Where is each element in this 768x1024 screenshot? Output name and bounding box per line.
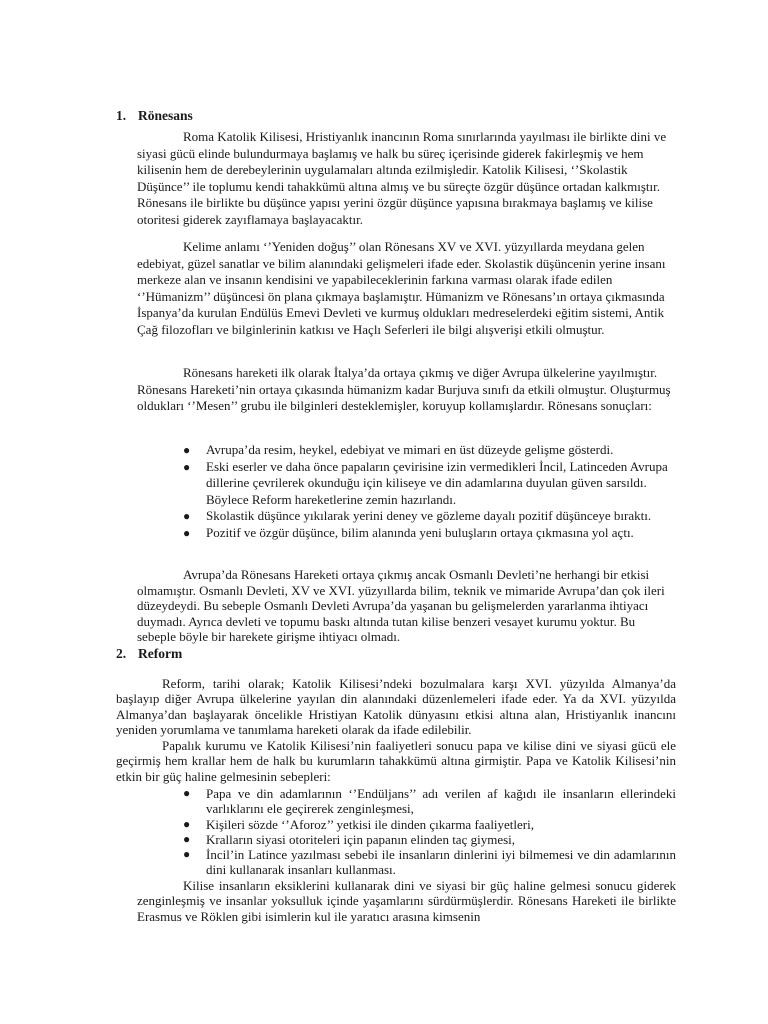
list-item-text: İncil’in Latince yazılması sebebi ile insanların dinlerini iyi bilmemesi ve din adamlarının dini kullanarak insanları kullanması. xyxy=(206,847,676,878)
list-item-text: Skolastik düşünce yıkılarak yerini deney ve gözleme dayalı pozitif düşünceye bıraktı. xyxy=(206,508,652,524)
paragraph: Kelime anlamı ‘’Yeniden doğuş’’ olan Rönesans XV ve XVI. yüzyıllarda meydana gelen edebiyat, güzel sanatlar ve bilim alanındaki gelişmeleri ifade eder. Skolastik düşüncenin yerine insanı merkeze alan ve insanın kendisini ve yapabileceklerinin farkına varması olarak ifade edilen ‘’Hümanizm’’ düşüncesi ön plana çıkmaya başlamıştır. Hümanizm ve Rönesans’ın ortaya çıkmasında İspanya’da kurulan Endülüs Emevi Devleti ve kurmuş oldukları medreselerdeki eğitim sistemi, Antik Çağ filozofları ve bilginlerinin katkısı ve Haçlı Seferleri ile bilgi alışverişi etkili olmuştur. xyxy=(137,239,666,337)
bullet-icon: ● xyxy=(183,786,191,800)
bullet-list xyxy=(183,786,676,878)
bullet-list xyxy=(183,442,677,542)
section-number: 2. xyxy=(116,646,127,661)
bullet-icon: ● xyxy=(183,459,191,474)
bullet-icon: ● xyxy=(183,443,191,457)
list-item xyxy=(183,442,677,459)
paragraph: Roma Katolik Kilisesi, Hristiyanlık inancının Roma sınırlarında yayılması ile birlikte dini ve siyasi gücü elinde bulundurmaya başlamış ve halk bu süreç içerisinde giderek fakirleşmiş ve hem kilisenin hem de derebeylerinin uygulamaları altında ezilmişledir. Katolik Kilisesi, ‘’Skolastik Düşünce’’ ile toplumu kendi tahakkümü altına almış ve bu süreçte özgür düşünce ortadan kalkmıştır. Rönesans ile birlikte bu düşünce yapısı yerini özgür düşünce yapısına bırakmaya başlamış ve kilise otoritesi giderek zayıflamaya başlayacaktır. xyxy=(137,129,667,227)
section-number: 1. xyxy=(116,108,127,123)
list-item-text: Eski eserler ve daha önce papaların çevirisine izin vermedikleri İncil, Latinceden Avrupa dillerine çevrilerek okunduğu için kiliseye ve din adamlarına duyulan güven sarsıldı. Böylece Reform hareketlerine zemin hazırlandı. xyxy=(206,458,668,507)
section-heading-renaissance xyxy=(116,108,193,124)
list-item xyxy=(183,847,676,878)
list-item-text: Avrupa’da resim, heykel, edebiyat ve mimari en üst düzeyde gelişme gösterdi. xyxy=(206,442,614,457)
list-item-text: Kralların siyasi otoriteleri için papanın elinden taç giymesi, xyxy=(206,831,516,847)
paragraph: Papalık kurumu ve Katolik Kilisesi’nin faaliyetleri sonucu papa ve kilise dini ve siyasi gücü ele geçirmiş hem krallar hem de halk bu kurumların tahakkümü altına girmiştir. Papa ve Katolik Kilisesi’nin etkin bir güç haline gelmesinin sebepleri: xyxy=(116,738,676,784)
bullet-icon: ● xyxy=(183,847,191,862)
bullet-icon: ● xyxy=(183,816,191,831)
list-item xyxy=(183,508,677,525)
paragraph: Avrupa’da Rönesans Hareketi ortaya çıkmış ancak Osmanlı Devleti’ne herhangi bir etkisi olmamıştır. Osmanlı Devleti, XV ve XVI. yüzyıllarda bilim, teknik ve mimaride Avrupa’dan çok ileri düzeydeydi. Bu sebeple Osmanlı Devleti Avrupa’da yaşanan bu gelişmelerden yararlanma ihtiyacı duymadı. Ayrıca devleti ve topumu baskı altında tutan kilise benzeri vesayet kurumu yoktur. Bu sebeple böyle bir harekete girişme ihtiyacı olmadı. xyxy=(137,567,665,645)
list-item xyxy=(183,786,676,817)
list-item-text: Kişileri sözde ‘’Aforoz’’ yetkisi ile dinden çıkarma faaliyetleri, xyxy=(206,816,534,832)
bullet-icon: ● xyxy=(183,509,191,524)
paragraph: Kilise insanların eksiklerini kullanarak dini ve siyasi bir güç haline gelmesi sonucu giderek zenginleşmiş ve insanlar yoksulluk içinde yaşamlarını sürdürmüşlerdir. Rönesans Hareketi ile birlikte Erasmus ve Röklen gibi isimlerin kul ile yaratıcı arasına kimsenin xyxy=(137,878,676,924)
bullet-icon: ● xyxy=(183,525,191,540)
paragraph: Rönesans hareketi ilk olarak İtalya’da ortaya çıkmış ve diğer Avrupa ülkelerine yayılmıştır. Rönesans Hareketi’nin ortaya çıkasında hümanizm kadar Burjuva sınıfı da etkili olmuştur. Oluşturmuş oldukları ‘’Mesen’’ grubu ile bilginleri desteklemişler, koruyup kollamışlardır. Rönesans sonuçları: xyxy=(137,365,671,414)
list-item xyxy=(183,525,677,542)
section-title: Rönesans xyxy=(138,108,193,123)
list-item xyxy=(183,832,676,847)
list-item xyxy=(183,817,676,832)
bullet-icon: ● xyxy=(183,831,191,846)
paragraph: Reform, tarihi olarak; Katolik Kilisesi’ndeki bozulmalara karşı XVI. yüzyılda Almanya’da başlayıp diğer Avrupa ülkelerine yayılan din alanındaki düzenlemeleri ifade eder. Ya da XVI. yüzyılda Almanya’dan başlayarak öncelikle Hristiyan Katolik dünyasını etkisi altına alan, Hristiyanlık inancını yeniden yorumlama ve tanımlama hareketi olarak da ifade edilebilir. xyxy=(116,676,676,737)
section-heading-reform xyxy=(116,646,182,662)
list-item xyxy=(183,459,677,509)
list-item-text: Papa ve din adamlarının ‘’Endüljans’’ adı verilen af kağıdı ile insanların ellerindeki varlıklarını ele geçirerek zenginleşmesi, xyxy=(206,786,676,817)
section-title: Reform xyxy=(138,646,183,661)
list-item-text: Pozitif ve özgür düşünce, bilim alanında yeni buluşların ortaya çıkmasına yol açtı. xyxy=(206,524,634,540)
